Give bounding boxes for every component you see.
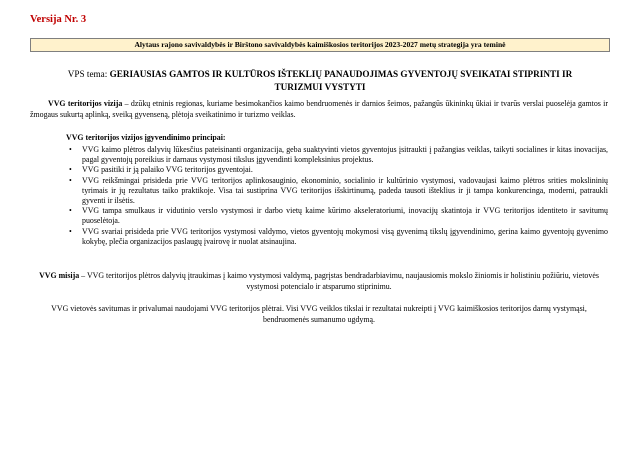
mission-paragraph bbox=[30, 270, 608, 292]
bullet-icon: • bbox=[69, 175, 72, 185]
list-item bbox=[66, 165, 608, 175]
list-item bbox=[66, 227, 608, 247]
principle-text: VVG pasitiki ir ją palaiko VVG teritorijos gyventojai. bbox=[82, 165, 253, 175]
bullet-icon: • bbox=[69, 206, 72, 216]
bullet-icon: • bbox=[69, 145, 72, 154]
list-item bbox=[66, 145, 608, 165]
vision-heading: VVG teritorijos vizija bbox=[48, 99, 123, 108]
vision-text: – dzūkų etninis regionas, kuriame besimokančios kaimo bendruomenės ir darnios šeimos, pažangūs ūkininkų ūkiai ir tvarūs verslai puoselėja gamtos ir žmogaus sukurtą aplinką, sveiką gyvenseną, plėtoja sveikatinimo ir turizmo veiklas. bbox=[30, 99, 608, 119]
version-label: Versija Nr. 3 bbox=[30, 14, 87, 25]
mission-text: – VVG teritorijos plėtros dalyvių įtraukimas į kaimo vystymosi valdymą, pagrįstas bendradarbiavimu, naujausiomis mokslo žiniomis ir holistiniu požiūriu, vietovės vystymosi potencialo ir atsparumo stiprinimu. bbox=[79, 271, 599, 291]
list-item bbox=[66, 176, 608, 207]
principles-list bbox=[66, 145, 608, 247]
list-item bbox=[66, 206, 608, 226]
mission-heading: VVG misija bbox=[39, 271, 80, 280]
uniqueness-paragraph: VVG vietovės savitumas ir privalumai naudojami VVG teritorijos plėtrai. Visi VVG veiklos tikslai ir rezultatai nukreipti į VVG kaimiškosios teritorijos darnų vystymąsi, bendruomenės sumanumo ugdymą. bbox=[51, 304, 587, 324]
principle-text: VVG kaimo plėtros dalyvių lūkesčius pateisinanti organizacija, geba suaktyvinti vietos gyventojus įsitraukti į pažangias veiklas, taikyti socialines ir kitas inovacijas, pagal gyventojų poreikius ir darnaus vystymosi tikslus įgyvendinti kompleksinius projektus. bbox=[82, 145, 608, 165]
bullet-icon: • bbox=[69, 165, 72, 175]
vision-paragraph bbox=[30, 99, 608, 121]
strategy-banner: Alytaus rajono savivaldybės ir Birštono savivaldybės kaimiškosios teritorijos 2023-2027 metų strategija yra teminė bbox=[30, 38, 610, 52]
principles-heading: VVG teritorijos vizijos įgyvendinimo principai: bbox=[66, 133, 226, 142]
principle-text: VVG svariai prisideda prie VVG teritorijos vystymosi valdymo, vietos gyventojų mokymosi visą gyvenimą tikslų įgyvendinimo, gerina kaimo gyventojų gyvenimo kokybę, plečia organizacijos paslaugų įvairovę ir nuolat atsinaujina. bbox=[82, 226, 608, 246]
bullet-icon: • bbox=[69, 226, 72, 236]
principle-text: VVG reikšmingai prisideda prie VVG teritorijos aplinkosauginio, ekonominio, socialinio ir kultūrinio vystymosi, vadovaujasi kaimo plėtros srities mokslininių tyrimais ir jų rezultatus taiko praktikoje. Visa tai sustiprina VVG teritorijos išskirtinumą, padeda tausoti išteklius ir ji tampa konkurencinga, moderni, patraukli gyventi ir ilsėtis. bbox=[82, 175, 608, 206]
vps-label: VPS tema: bbox=[67, 69, 110, 79]
vps-topic-title: GERIAUSIAS GAMTOS IR KULTŪROS IŠTEKLIŲ PANAUDOJIMAS GYVENTOJŲ SVEIKATAI STIPRINTI IR TURIZMUI VYSTYTI bbox=[109, 69, 573, 92]
principle-text: VVG tampa smulkaus ir vidutinio verslo vystymosi ir darbo vietų kaime kūrimo akseleratoriumi, inovacijų skatintoja ir VVG teritorijos identiteto ir savitumų puoselėtoja. bbox=[82, 206, 608, 226]
vps-topic bbox=[60, 68, 580, 93]
